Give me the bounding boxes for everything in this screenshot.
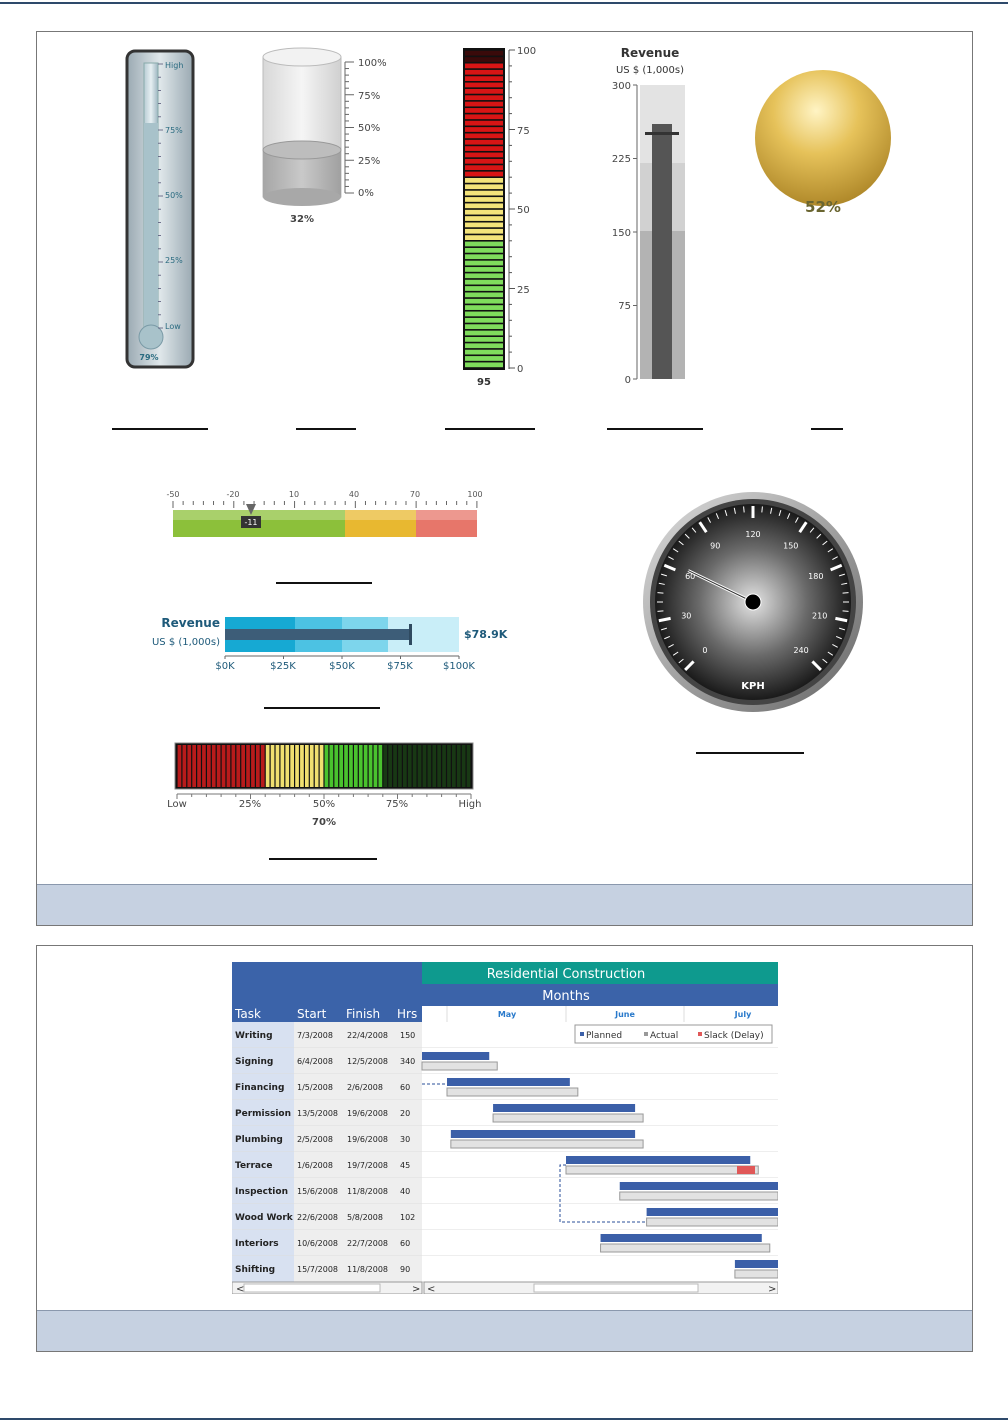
vled-segment [465, 254, 503, 259]
hlinear-tick-40: 40 [348, 490, 360, 499]
gantt-planned-bar [447, 1078, 570, 1086]
cylinder-gauge [257, 47, 397, 227]
hled-segment [256, 745, 260, 787]
cylinder-value-label: 32% [290, 214, 314, 225]
hled-segment [305, 745, 309, 787]
hlinear-value-label: -11 [244, 518, 258, 527]
hled-underline [269, 858, 377, 860]
speedometer-tick-label: 150 [783, 541, 799, 551]
vbullet-tick-225: 225 [611, 154, 631, 165]
hled-segment [330, 745, 334, 787]
vled-segment [465, 337, 503, 342]
gantt-cell-text: Writing [235, 1031, 273, 1041]
thermometer-gauge [125, 49, 195, 369]
hled-segment [271, 745, 275, 787]
vled-segment [465, 89, 503, 94]
vled-tick-75: 75 [517, 126, 530, 137]
gantt-cell-text: 30 [400, 1135, 411, 1144]
gantt-actual-bar [451, 1140, 643, 1148]
hled-segment [232, 745, 236, 787]
gantt-cell-text: Permission [235, 1109, 291, 1119]
vled-segment [465, 127, 503, 132]
hbullet-title: Revenue [161, 616, 220, 630]
gantt-col-finish: Finish [346, 1007, 381, 1021]
vled-segment [465, 312, 503, 317]
hled-segment [183, 745, 187, 787]
gantt-cell-text: Signing [235, 1057, 274, 1067]
speedometer-gauge [635, 487, 871, 723]
gantt-cell-text: 60 [400, 1239, 411, 1248]
svg-text:>: > [768, 1284, 777, 1294]
gantt-cell-text: 7/3/2008 [297, 1031, 333, 1040]
vled-segment [465, 280, 503, 285]
gantt-cell-text: 19/7/2008 [347, 1161, 389, 1170]
vled-segment [465, 305, 503, 310]
gantt-planned-bar [601, 1234, 762, 1242]
thermometer-tick-75: 75% [165, 126, 183, 135]
gantt-cell-text: Wood Work [235, 1213, 293, 1223]
gantt-cell-text: 19/6/2008 [347, 1109, 389, 1118]
hlinear-tick-100: 100 [467, 490, 483, 499]
vled-segment [465, 350, 503, 355]
hbullet-bar [225, 629, 411, 640]
vled-segment [465, 267, 503, 272]
gantt-cell-text: 2/6/2008 [347, 1083, 383, 1092]
horizontal-bullet-chart [137, 610, 517, 675]
vled-segment [465, 318, 503, 323]
hled-segment [349, 745, 353, 787]
gantt-actual-bar [422, 1062, 497, 1070]
gantt-caption-bar [37, 1310, 972, 1351]
hled-segment [222, 745, 226, 787]
vbullet-tick-300: 300 [611, 81, 631, 92]
vled-segment [465, 102, 503, 107]
gantt-planned-bar [493, 1104, 635, 1112]
hled-segment [467, 745, 471, 787]
vbullet-title: Revenue [620, 46, 680, 60]
hled-segment [374, 745, 378, 787]
hlinear-tick-70: 70 [409, 490, 421, 499]
vled-segment [465, 261, 503, 266]
vertical-bullet-chart [597, 42, 717, 387]
gantt-planned-bar [451, 1130, 635, 1138]
hled-segment [344, 745, 348, 787]
bulb-gauge [752, 70, 896, 220]
hled-segment [364, 745, 368, 787]
gantt-cell-text: Plumbing [235, 1135, 283, 1145]
gantt-cell-text: 12/5/2008 [347, 1057, 389, 1066]
speedometer-unit: KPH [741, 681, 765, 692]
hled-segment [334, 745, 338, 787]
hlinear-tick-10: 10 [288, 490, 300, 499]
vled-segment [465, 121, 503, 126]
vled-segment [465, 172, 503, 177]
gantt-cell-text: 150 [400, 1031, 416, 1040]
vled-segment [465, 324, 503, 329]
vled-segment [465, 229, 503, 234]
vled-segment [465, 197, 503, 202]
top-rule [0, 2, 1008, 4]
speedometer-tick-mark [657, 593, 663, 594]
hled-segment [192, 745, 196, 787]
vled-tick-100: 100 [517, 46, 537, 57]
vled-segment [465, 292, 503, 297]
vled-segment [465, 57, 503, 62]
gantt-cell-text: 22/6/2008 [297, 1213, 339, 1222]
gantt-cell-text: 340 [400, 1057, 416, 1066]
gantt-cell-text: 15/7/2008 [297, 1265, 339, 1274]
hled-segment [393, 745, 397, 787]
vled-segment [465, 51, 503, 56]
hlinear-tick-n50: -50 [166, 490, 180, 499]
speedometer-tick-mark [657, 611, 663, 612]
vled-segment [465, 286, 503, 291]
hbullet-tick-75: $75K [387, 661, 413, 672]
cylinder-tick-25: 25% [358, 156, 381, 167]
hled-segment [236, 745, 240, 787]
hled-segment [197, 745, 201, 787]
vled-segment [465, 178, 503, 183]
gantt-month-may: May [497, 1010, 517, 1019]
gantt-cell-text: 102 [400, 1213, 416, 1222]
gantt-actual-bar [647, 1218, 778, 1226]
thermometer-tick-50: 50% [165, 191, 183, 200]
speedometer-tick-mark [843, 611, 849, 612]
hled-segment [251, 745, 255, 787]
hled-value-label: 70% [312, 817, 336, 828]
gantt-planned-bar [647, 1208, 778, 1216]
vled-segment [465, 153, 503, 158]
hled-segment [281, 745, 285, 787]
cylinder-tick-75: 75% [358, 91, 381, 102]
hled-segment [295, 745, 299, 787]
hled-segment [408, 745, 412, 787]
gauges-caption-bar [37, 884, 972, 925]
gantt-cell-text: 1/6/2008 [297, 1161, 333, 1170]
gantt-planned-bar [422, 1052, 489, 1060]
vbullet-subtitle: US $ (1,000s) [615, 65, 685, 76]
hled-segment [398, 745, 402, 787]
vled-segment [465, 146, 503, 151]
hled-segment [413, 745, 417, 787]
hbullet-underline [264, 707, 380, 709]
hled-segment [432, 745, 436, 787]
hled-segment [379, 745, 383, 787]
hled-segment [462, 745, 466, 787]
gantt-legend-planned: Planned [586, 1031, 623, 1041]
cylinder-underline [296, 428, 356, 430]
hled-segment [418, 745, 422, 787]
gauges-panel [36, 31, 973, 926]
speedometer-tick-mark [744, 506, 745, 512]
gantt-cell-text: 45 [400, 1161, 411, 1170]
hled-segment [320, 745, 324, 787]
hled-segment [202, 745, 206, 787]
gantt-cell-text: 22/4/2008 [347, 1031, 389, 1040]
bulb-value-label: 52% [805, 198, 841, 216]
hled-segment [354, 745, 358, 787]
gantt-cell-text: 5/8/2008 [347, 1213, 383, 1222]
speedometer-tick-label: 90 [710, 541, 721, 551]
hled-segment [241, 745, 245, 787]
thermometer-tick-low: Low [165, 322, 181, 331]
vled-segment [465, 248, 503, 253]
gantt-cell-text: 1/5/2008 [297, 1083, 333, 1092]
hled-segment [285, 745, 289, 787]
svg-text:<: < [427, 1284, 436, 1294]
hled-segment [437, 745, 441, 787]
speedometer-tick-mark [762, 506, 763, 512]
gantt-planned-bar [735, 1260, 778, 1268]
vled-value-label: 95 [477, 377, 491, 388]
hled-segment [246, 745, 250, 787]
gantt-cell-text: 22/7/2008 [347, 1239, 389, 1248]
gantt-col-hrs: Hrs [397, 1007, 418, 1021]
vled-segment [465, 273, 503, 278]
vled-segment [465, 216, 503, 221]
hled-segment [442, 745, 446, 787]
gantt-cell-text: 60 [400, 1083, 411, 1092]
vled-segment [465, 76, 503, 81]
hled-segment [369, 745, 373, 787]
hbullet-tick-0: $0K [215, 661, 235, 672]
hbullet-value-label: $78.9K [464, 628, 508, 641]
bulb-underline [811, 428, 843, 430]
gantt-cell-text: 19/6/2008 [347, 1135, 389, 1144]
gantt-cell-text: 13/5/2008 [297, 1109, 339, 1118]
speedometer-tick-mark [843, 593, 849, 594]
gantt-cell-text: 15/6/2008 [297, 1187, 339, 1196]
vbullet-bar [652, 124, 672, 379]
vled-segment [465, 191, 503, 196]
speedometer-tick-label: 60 [685, 571, 696, 581]
bottom-rule [0, 1418, 1008, 1420]
hbullet-subtitle: US $ (1,000s) [151, 637, 220, 648]
hled-segment [447, 745, 451, 787]
gantt-cell-text: 20 [400, 1109, 411, 1118]
hled-segment [217, 745, 221, 787]
vbullet-target [645, 132, 679, 135]
vbullet-tick-0: 0 [624, 375, 631, 386]
vled-segment [465, 242, 503, 247]
hled-segment [187, 745, 191, 787]
gantt-actual-bar [620, 1192, 778, 1200]
hled-segment [310, 745, 314, 787]
hled-tick-high: High [458, 799, 482, 810]
speedometer-tick-label: 30 [681, 611, 692, 621]
gantt-legend-slack: Slack (Delay) [704, 1031, 764, 1041]
gantt-legend-actual: Actual [650, 1031, 679, 1041]
gantt-cell-text: Financing [235, 1083, 285, 1093]
gantt-cell-text: 6/4/2008 [297, 1057, 333, 1066]
gantt-cell-text: 11/8/2008 [347, 1265, 389, 1274]
gantt-month-june: June [615, 1010, 635, 1019]
vled-segment [465, 83, 503, 88]
gantt-month-july: July [734, 1010, 752, 1019]
vled-segment [465, 184, 503, 189]
vbullet-tick-75: 75 [618, 301, 631, 312]
speedometer-underline [696, 752, 804, 754]
gantt-cell-text: Interiors [235, 1239, 279, 1249]
hled-segment [212, 745, 216, 787]
gantt-actual-bar [566, 1166, 758, 1174]
gantt-planned-bar [620, 1182, 778, 1190]
hled-segment [423, 745, 427, 787]
thermometer-tick-high: High [165, 61, 184, 70]
hled-segment [300, 745, 304, 787]
gantt-title: Residential Construction [486, 967, 646, 982]
gantt-cell-text: 40 [400, 1187, 411, 1196]
vled-underline [445, 428, 535, 430]
vled-segment [465, 64, 503, 69]
hled-segment [325, 745, 329, 787]
gantt-planned-bar [566, 1156, 750, 1164]
svg-text:>: > [412, 1284, 421, 1294]
vled-segment [465, 356, 503, 361]
vled-segment [465, 95, 503, 100]
cylinder-tick-50: 50% [358, 123, 381, 134]
hbullet-target [409, 624, 412, 645]
cylinder-tick-100: 100% [358, 58, 387, 69]
thermometer-value-label: 79% [139, 353, 159, 362]
hled-tick-low: Low [167, 799, 187, 810]
gantt-actual-bar [601, 1244, 770, 1252]
cylinder-tick-0: 0% [358, 188, 374, 199]
gantt-panel [36, 945, 973, 1352]
hled-segment [266, 745, 270, 787]
vled-segment [465, 70, 503, 75]
speedometer-tick-label: 0 [702, 646, 708, 656]
hled-segment [227, 745, 231, 787]
gantt-cell-text: 2/5/2008 [297, 1135, 333, 1144]
svg-text:<: < [236, 1284, 245, 1294]
hled-tick-50: 50% [312, 799, 336, 810]
hlinear-tick-n20: -20 [226, 490, 240, 499]
vled-tick-0: 0 [517, 364, 524, 375]
thermometer-fill [144, 123, 158, 343]
hled-segment [457, 745, 461, 787]
hled-segment [261, 745, 265, 787]
vled-tick-25: 25 [517, 285, 530, 296]
speedometer-tick-label: 180 [808, 571, 824, 581]
hled-tick-25: 25% [238, 799, 262, 810]
hled-segment [403, 745, 407, 787]
gantt-chart [232, 962, 778, 1294]
speedometer-tick-label: 120 [745, 530, 761, 539]
vled-segment [465, 140, 503, 145]
gantt-slack-bar [737, 1166, 755, 1174]
vled-segment [465, 210, 503, 215]
hled-segment [428, 745, 432, 787]
gantt-actual-bar [735, 1270, 778, 1278]
hbullet-tick-25: $25K [270, 661, 296, 672]
hlinear-underline [276, 582, 372, 584]
speedometer-tick-label: 240 [793, 646, 809, 656]
hled-segment [207, 745, 211, 787]
speedometer-tick-label: 210 [812, 611, 828, 621]
vled-tick-50: 50 [517, 205, 530, 216]
gantt-col-start: Start [297, 1007, 327, 1021]
gantt-cell-text: 11/8/2008 [347, 1187, 389, 1196]
vled-segment [465, 343, 503, 348]
gantt-row-timeline [422, 1256, 778, 1282]
vled-segment [465, 362, 503, 367]
hled-segment [383, 745, 387, 787]
hled-segment [359, 745, 363, 787]
vbullet-underline [607, 428, 703, 430]
vled-segment [465, 235, 503, 240]
hled-segment [178, 745, 182, 787]
vled-segment [465, 165, 503, 170]
vled-segment [465, 331, 503, 336]
vled-segment [465, 133, 503, 138]
gantt-cell-text: 90 [400, 1265, 411, 1274]
vertical-led-gauge [457, 42, 567, 392]
gantt-actual-bar [447, 1088, 578, 1096]
vled-segment [465, 108, 503, 113]
gantt-actual-bar [493, 1114, 643, 1122]
hled-segment [339, 745, 343, 787]
gantt-cell-text: Inspection [235, 1187, 288, 1197]
vled-segment [465, 114, 503, 119]
hbullet-tick-100: $100K [442, 661, 476, 672]
horizontal-linear-gauge [157, 487, 497, 547]
gantt-cell-text: 10/6/2008 [297, 1239, 339, 1248]
gantt-cell-text: Shifting [235, 1265, 276, 1275]
thermometer-underline [112, 428, 208, 430]
bulb-sphere [755, 70, 891, 206]
vled-segment [465, 299, 503, 304]
hled-segment [452, 745, 456, 787]
hled-segment [388, 745, 392, 787]
hled-segment [276, 745, 280, 787]
vled-segment [465, 203, 503, 208]
vled-segment [465, 159, 503, 164]
gantt-col-task: Task [235, 1007, 261, 1021]
hled-segment [315, 745, 319, 787]
vled-segment [465, 223, 503, 228]
hled-tick-75: 75% [385, 799, 409, 810]
hled-segment [290, 745, 294, 787]
gantt-subtitle: Months [542, 989, 590, 1004]
vbullet-tick-150: 150 [611, 228, 631, 239]
thermometer-tick-25: 25% [165, 256, 183, 265]
gantt-cell-text: Terrace [235, 1161, 273, 1171]
horizontal-led-gauge [163, 739, 493, 834]
hbullet-tick-50: $50K [329, 661, 355, 672]
